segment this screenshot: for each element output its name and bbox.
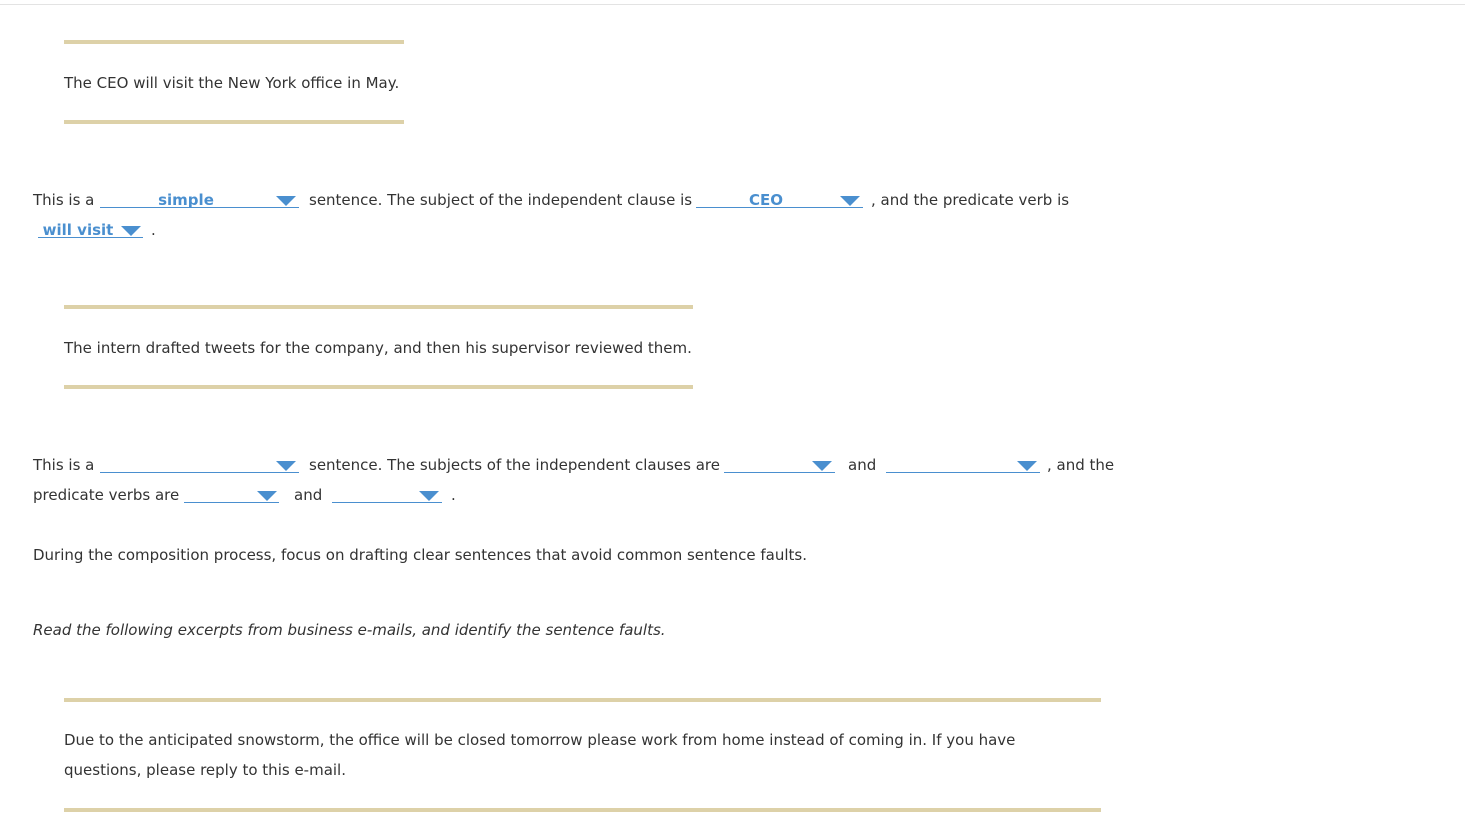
top-divider: [0, 4, 1465, 5]
chevron-down-icon: [1017, 461, 1037, 471]
excerpt-top-border: [64, 698, 1101, 702]
read-excerpts-instruction: Read the following excerpts from business e-mails, and identify the sentence faults.: [33, 621, 666, 639]
excerpt-1-text: The CEO will visit the New York office in May.: [64, 74, 400, 92]
question-2-line-1: [33, 450, 1153, 480]
chevron-down-icon: [121, 226, 141, 236]
question-1-text-d: .: [151, 221, 156, 239]
chevron-down-icon: [812, 461, 832, 471]
dropdown-value: will visit: [42, 221, 114, 239]
dropdown-value: CEO: [748, 191, 783, 209]
excerpt-top-border: [64, 305, 693, 309]
subject-dropdown[interactable]: [696, 185, 863, 208]
question-1-line-2: [33, 215, 333, 245]
chevron-down-icon: [419, 491, 439, 501]
predicate-verb-dropdown[interactable]: [38, 215, 143, 238]
question-1-text-b: sentence. The subject of the independent clause is: [309, 191, 693, 209]
question-2-text-a: This is a: [33, 456, 95, 474]
question-2-text-g: .: [451, 486, 456, 504]
sentence-type-dropdown[interactable]: [100, 185, 299, 208]
excerpt-bottom-border: [64, 385, 693, 389]
excerpt-3-line-2: questions, please reply to this e-mail.: [64, 761, 346, 779]
excerpt-bottom-border: [64, 120, 404, 124]
question-2-text-b: sentence. The subjects of the independent clauses are: [309, 456, 720, 474]
dropdown-value: simple: [158, 191, 214, 209]
question-1-line-1: [33, 185, 1133, 215]
chevron-down-icon: [840, 196, 860, 206]
composition-instruction: During the composition process, focus on drafting clear sentences that avoid common sentence faults.: [33, 546, 808, 564]
chevron-down-icon: [276, 196, 296, 206]
question-1-text-a: This is a: [33, 191, 95, 209]
subject-2-dropdown[interactable]: [886, 450, 1040, 473]
predicate-verb-2-dropdown[interactable]: [332, 480, 442, 503]
question-2-line-2: [33, 480, 533, 510]
chevron-down-icon: [276, 461, 296, 471]
question-2-text-c: and: [848, 456, 877, 474]
subject-1-dropdown[interactable]: [724, 450, 835, 473]
question-1-text-c: , and the predicate verb is: [871, 191, 1070, 209]
predicate-verb-1-dropdown[interactable]: [184, 480, 279, 503]
sentence-type-dropdown[interactable]: [100, 450, 299, 473]
excerpt-3-line-1: Due to the anticipated snowstorm, the office will be closed tomorrow please work from home instead of coming in. If you have: [64, 731, 1016, 749]
question-2-text-e: predicate verbs are: [33, 486, 180, 504]
excerpt-2-text: The intern drafted tweets for the company, and then his supervisor reviewed them.: [64, 339, 692, 357]
question-2-text-d: , and the: [1047, 456, 1115, 474]
chevron-down-icon: [257, 491, 277, 501]
excerpt-bottom-border: [64, 808, 1101, 812]
question-2-text-f: and: [294, 486, 323, 504]
excerpt-top-border: [64, 40, 404, 44]
